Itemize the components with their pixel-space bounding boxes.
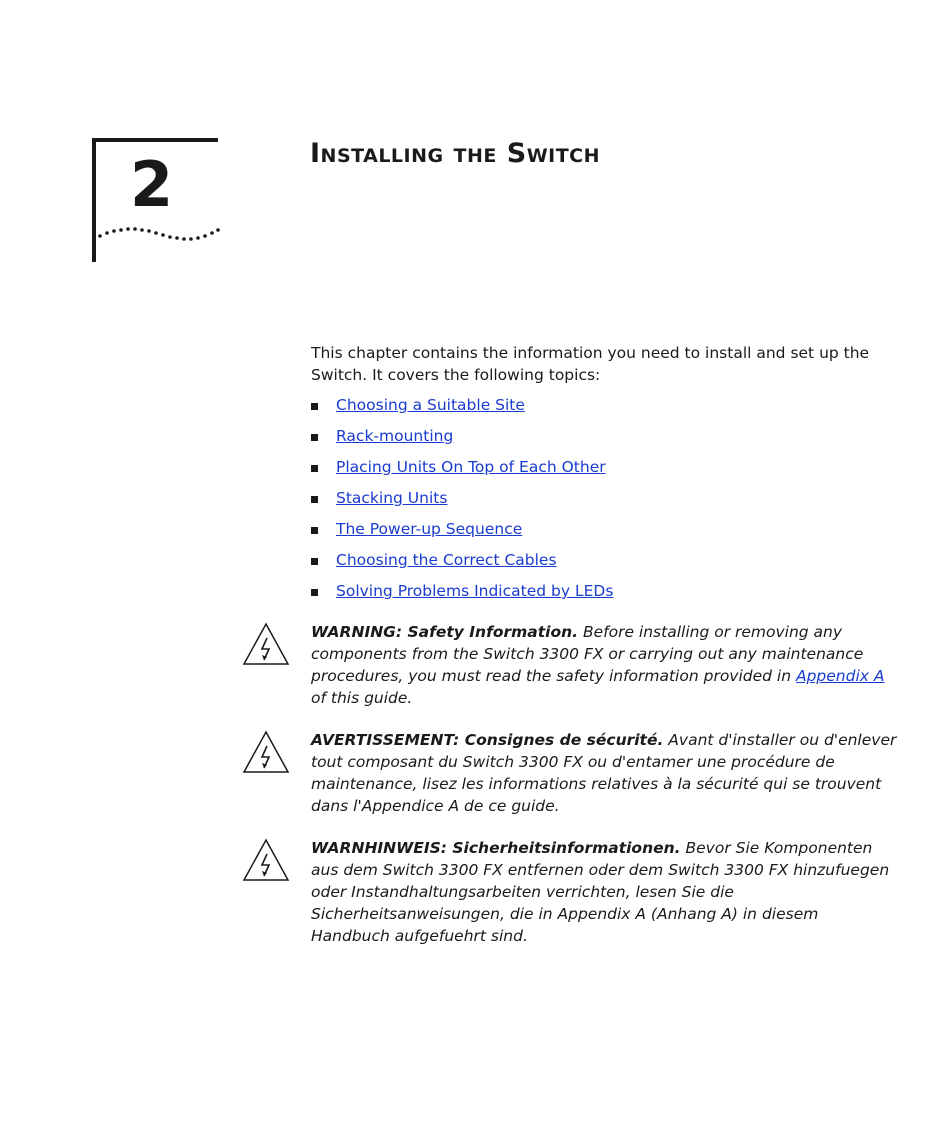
bullet-icon: [311, 558, 318, 565]
chapter-number-mark: [88, 134, 224, 266]
bullet-icon: [311, 465, 318, 472]
bullet-icon: [311, 403, 318, 410]
topic-link-rack-mounting[interactable]: Rack-mounting: [336, 427, 454, 445]
topic-list: [311, 394, 901, 611]
warning-french: [311, 729, 901, 817]
chapter-mark-dotted-wave: [88, 134, 224, 266]
appendix-a-link[interactable]: Appendix A: [795, 667, 885, 685]
warning-german-text: Bevor Sie Komponenten aus dem Switch 3300 FX entfernen oder dem Switch 3300 FX hinzufuegen oder Instandhaltungsarbeiten verrichten, lesen Sie die Sicherheitsanweisungen, die in Appendix A (Anhang A) in diesem Handbuch aufgefuehrt sind.: [311, 839, 890, 945]
warning-english-text: Before installing or removing any components from the Switch 3300 FX or carrying out any maintenance procedures, you must read the safety information provided in: [311, 623, 864, 685]
list-item: [311, 487, 901, 518]
intro-paragraph: This chapter contains the information you need to install and set up the Switch. It covers the following topics:: [311, 344, 870, 384]
warning-english-text-end: of this guide.: [311, 689, 413, 707]
bullet-icon: [311, 434, 318, 441]
topic-link-stacking-units[interactable]: Stacking Units: [336, 489, 448, 507]
list-item: [311, 518, 901, 549]
topic-link-suitable-site[interactable]: Choosing a Suitable Site: [336, 396, 525, 414]
list-item: [311, 456, 901, 487]
bullet-icon: [311, 496, 318, 503]
chapter-number: 2: [130, 148, 174, 221]
warning-english: [311, 621, 901, 709]
list-item: [311, 549, 901, 580]
topic-link-power-up-sequence[interactable]: The Power-up Sequence: [336, 520, 523, 538]
warning-german: [311, 837, 901, 947]
list-item: [311, 425, 901, 456]
warning-french-text: Avant d'installer ou d'enlever tout composant du Switch 3300 FX ou d'entamer une procédure de maintenance, lisez les informations relatives à la sécurité qui se trouvent dans l'Appendice A de ce guide.: [311, 731, 897, 815]
bullet-icon: [311, 527, 318, 534]
chapter-title: Installing the Switch: [310, 138, 601, 169]
list-item: [311, 580, 901, 611]
warning-german-lead: WARNHINWEIS: Sicherheitsinformationen.: [311, 839, 681, 857]
topic-link-solving-problems[interactable]: Solving Problems Indicated by LEDs: [336, 582, 614, 600]
bullet-icon: [311, 589, 318, 596]
electrical-hazard-icon: [242, 622, 290, 666]
list-item: [311, 394, 901, 425]
topic-link-placing-units[interactable]: Placing Units On Top of Each Other: [336, 458, 606, 476]
electrical-hazard-icon: [242, 730, 290, 774]
topic-link-correct-cables[interactable]: Choosing the Correct Cables: [336, 551, 557, 569]
warning-english-lead: WARNING: Safety Information.: [311, 623, 579, 641]
warning-french-lead: AVERTISSEMENT: Consignes de sécurité.: [311, 731, 664, 749]
electrical-hazard-icon: [242, 838, 290, 882]
